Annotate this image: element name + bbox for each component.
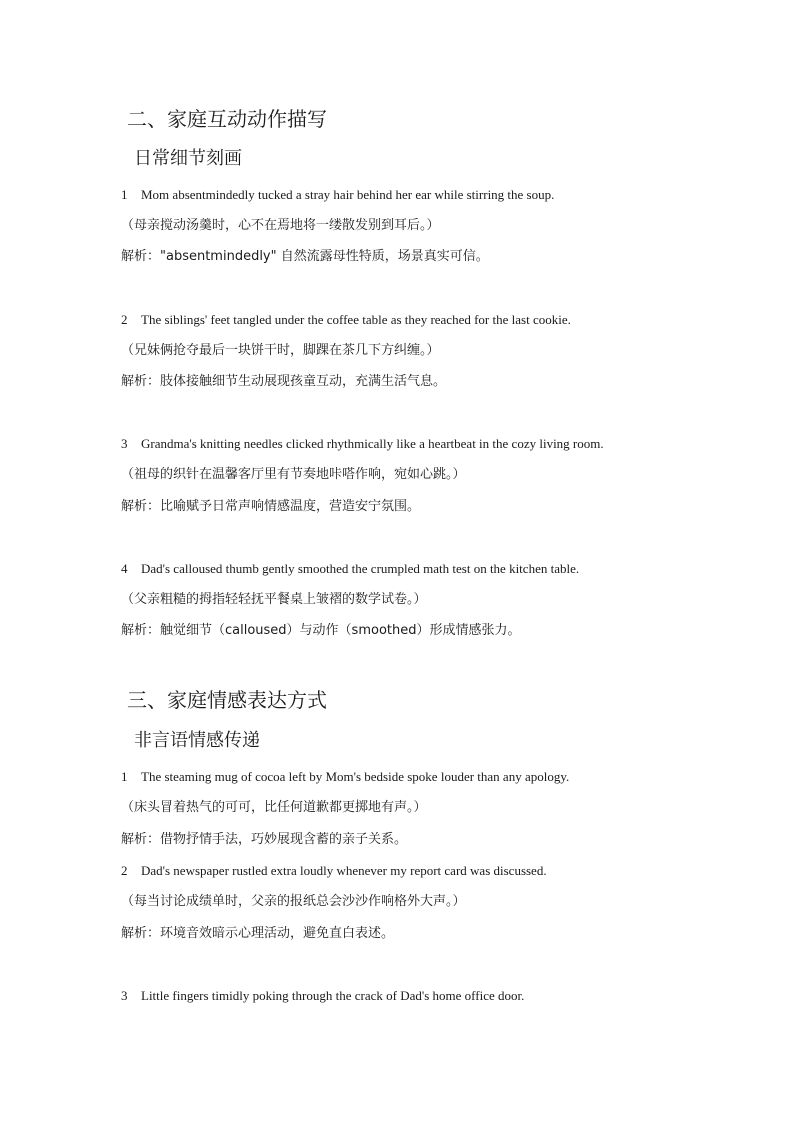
example-sentence <box>121 187 554 203</box>
chinese-translation: （祖母的织针在温馨客厅里有节奏地咔嗒作响，宛如心跳。） <box>121 467 466 482</box>
item-number: 3 <box>121 988 128 1003</box>
chinese-translation: （兄妹俩抢夺最后一块饼干时，脚踝在茶几下方纠缠。） <box>121 343 440 358</box>
english-text: Dad's calloused thumb gently smoothed the crumpled math test on the kitchen table. <box>141 561 580 576</box>
analysis-note: 解析：环境音效暗示心理活动，避免直白表述。 <box>121 926 395 941</box>
chinese-translation: （父亲粗糙的拇指轻轻抚平餐桌上皱褶的数学试卷。） <box>121 592 427 607</box>
analysis-note: 解析：触觉细节（calloused）与动作（smoothed）形成情感张力。 <box>121 623 521 638</box>
english-text: The steaming mug of cocoa left by Mom's bedside spoke louder than any apology. <box>141 769 570 784</box>
section-subtitle: 非言语情感传递 <box>134 730 260 751</box>
analysis-note: 解析：借物抒情手法，巧妙展现含蓄的亲子关系。 <box>121 832 408 847</box>
example-sentence <box>121 769 569 785</box>
analysis-note: 解析："absentmindedly" 自然流露母性特质，场景真实可信。 <box>121 249 489 264</box>
analysis-note: 解析：肢体接触细节生动展现孩童互动，充满生活气息。 <box>121 374 447 389</box>
english-text: Grandma's knitting needles clicked rhythmically like a heartbeat in the cozy living room. <box>141 436 604 451</box>
example-sentence <box>121 988 524 1004</box>
section-title: 二、家庭互动动作描写 <box>127 107 327 131</box>
english-text: The siblings' feet tangled under the coffee table as they reached for the last cookie. <box>141 312 571 327</box>
section-subtitle: 日常细节刻画 <box>134 148 242 169</box>
item-number: 2 <box>121 312 128 327</box>
item-number: 1 <box>121 187 128 202</box>
example-sentence <box>121 436 604 452</box>
item-number: 2 <box>121 863 128 878</box>
item-number: 4 <box>121 561 128 576</box>
chinese-translation: （母亲搅动汤羹时，心不在焉地将一缕散发别到耳后。） <box>121 218 440 233</box>
chinese-translation: （每当讨论成绩单时，父亲的报纸总会沙沙作响格外大声。） <box>121 894 466 909</box>
section-title: 三、家庭情感表达方式 <box>127 688 327 712</box>
chinese-translation: （床头冒着热气的可可，比任何道歉都更掷地有声。） <box>121 800 427 815</box>
example-sentence <box>121 312 571 328</box>
example-sentence <box>121 561 579 577</box>
analysis-note: 解析：比喻赋予日常声响情感温度，营造安宁氛围。 <box>121 499 421 514</box>
item-number: 3 <box>121 436 128 451</box>
english-text: Little fingers timidly poking through the crack of Dad's home office door. <box>141 988 525 1003</box>
example-sentence <box>121 863 547 879</box>
english-text: Dad's newspaper rustled extra loudly whenever my report card was discussed. <box>141 863 547 878</box>
item-number: 1 <box>121 769 128 784</box>
english-text: Mom absentmindedly tucked a stray hair behind her ear while stirring the soup. <box>141 187 555 202</box>
